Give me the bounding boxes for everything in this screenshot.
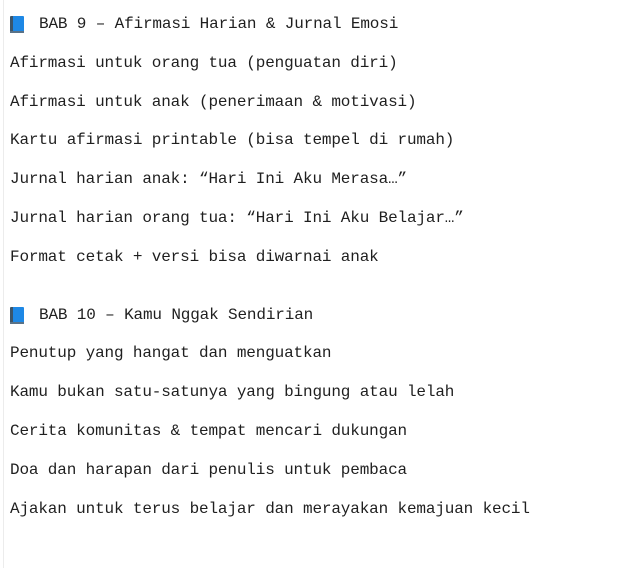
list-item: Jurnal harian anak: “Hari Ini Aku Merasa…”	[10, 170, 407, 188]
list-item: Doa dan harapan dari penulis untuk pembaca	[10, 461, 407, 479]
list-item: Afirmasi untuk anak (penerimaan & motivasi)	[10, 93, 417, 111]
list-item: Penutup yang hangat dan menguatkan	[10, 344, 332, 362]
section-title: BAB 9 – Afirmasi Harian & Jurnal Emosi	[39, 15, 399, 33]
list-item: Format cetak + versi bisa diwarnai anak	[10, 248, 379, 266]
section-heading-bab-9	[10, 14, 398, 34]
list-item: Kamu bukan satu-satunya yang bingung atau lelah	[10, 383, 455, 401]
list-item: Jurnal harian orang tua: “Hari Ini Aku Belajar…”	[10, 209, 464, 227]
left-margin-rule	[3, 0, 4, 568]
blue-book-icon	[10, 16, 24, 32]
blue-book-icon	[10, 307, 24, 323]
section-heading-bab-10	[10, 305, 313, 325]
list-item: Cerita komunitas & tempat mencari dukungan	[10, 422, 407, 440]
list-item: Kartu afirmasi printable (bisa tempel di rumah)	[10, 131, 455, 149]
list-item: Afirmasi untuk orang tua (penguatan diri)	[10, 54, 398, 72]
list-item: Ajakan untuk terus belajar dan merayakan kemajuan kecil	[10, 500, 530, 518]
section-title: BAB 10 – Kamu Nggak Sendirian	[39, 306, 314, 324]
